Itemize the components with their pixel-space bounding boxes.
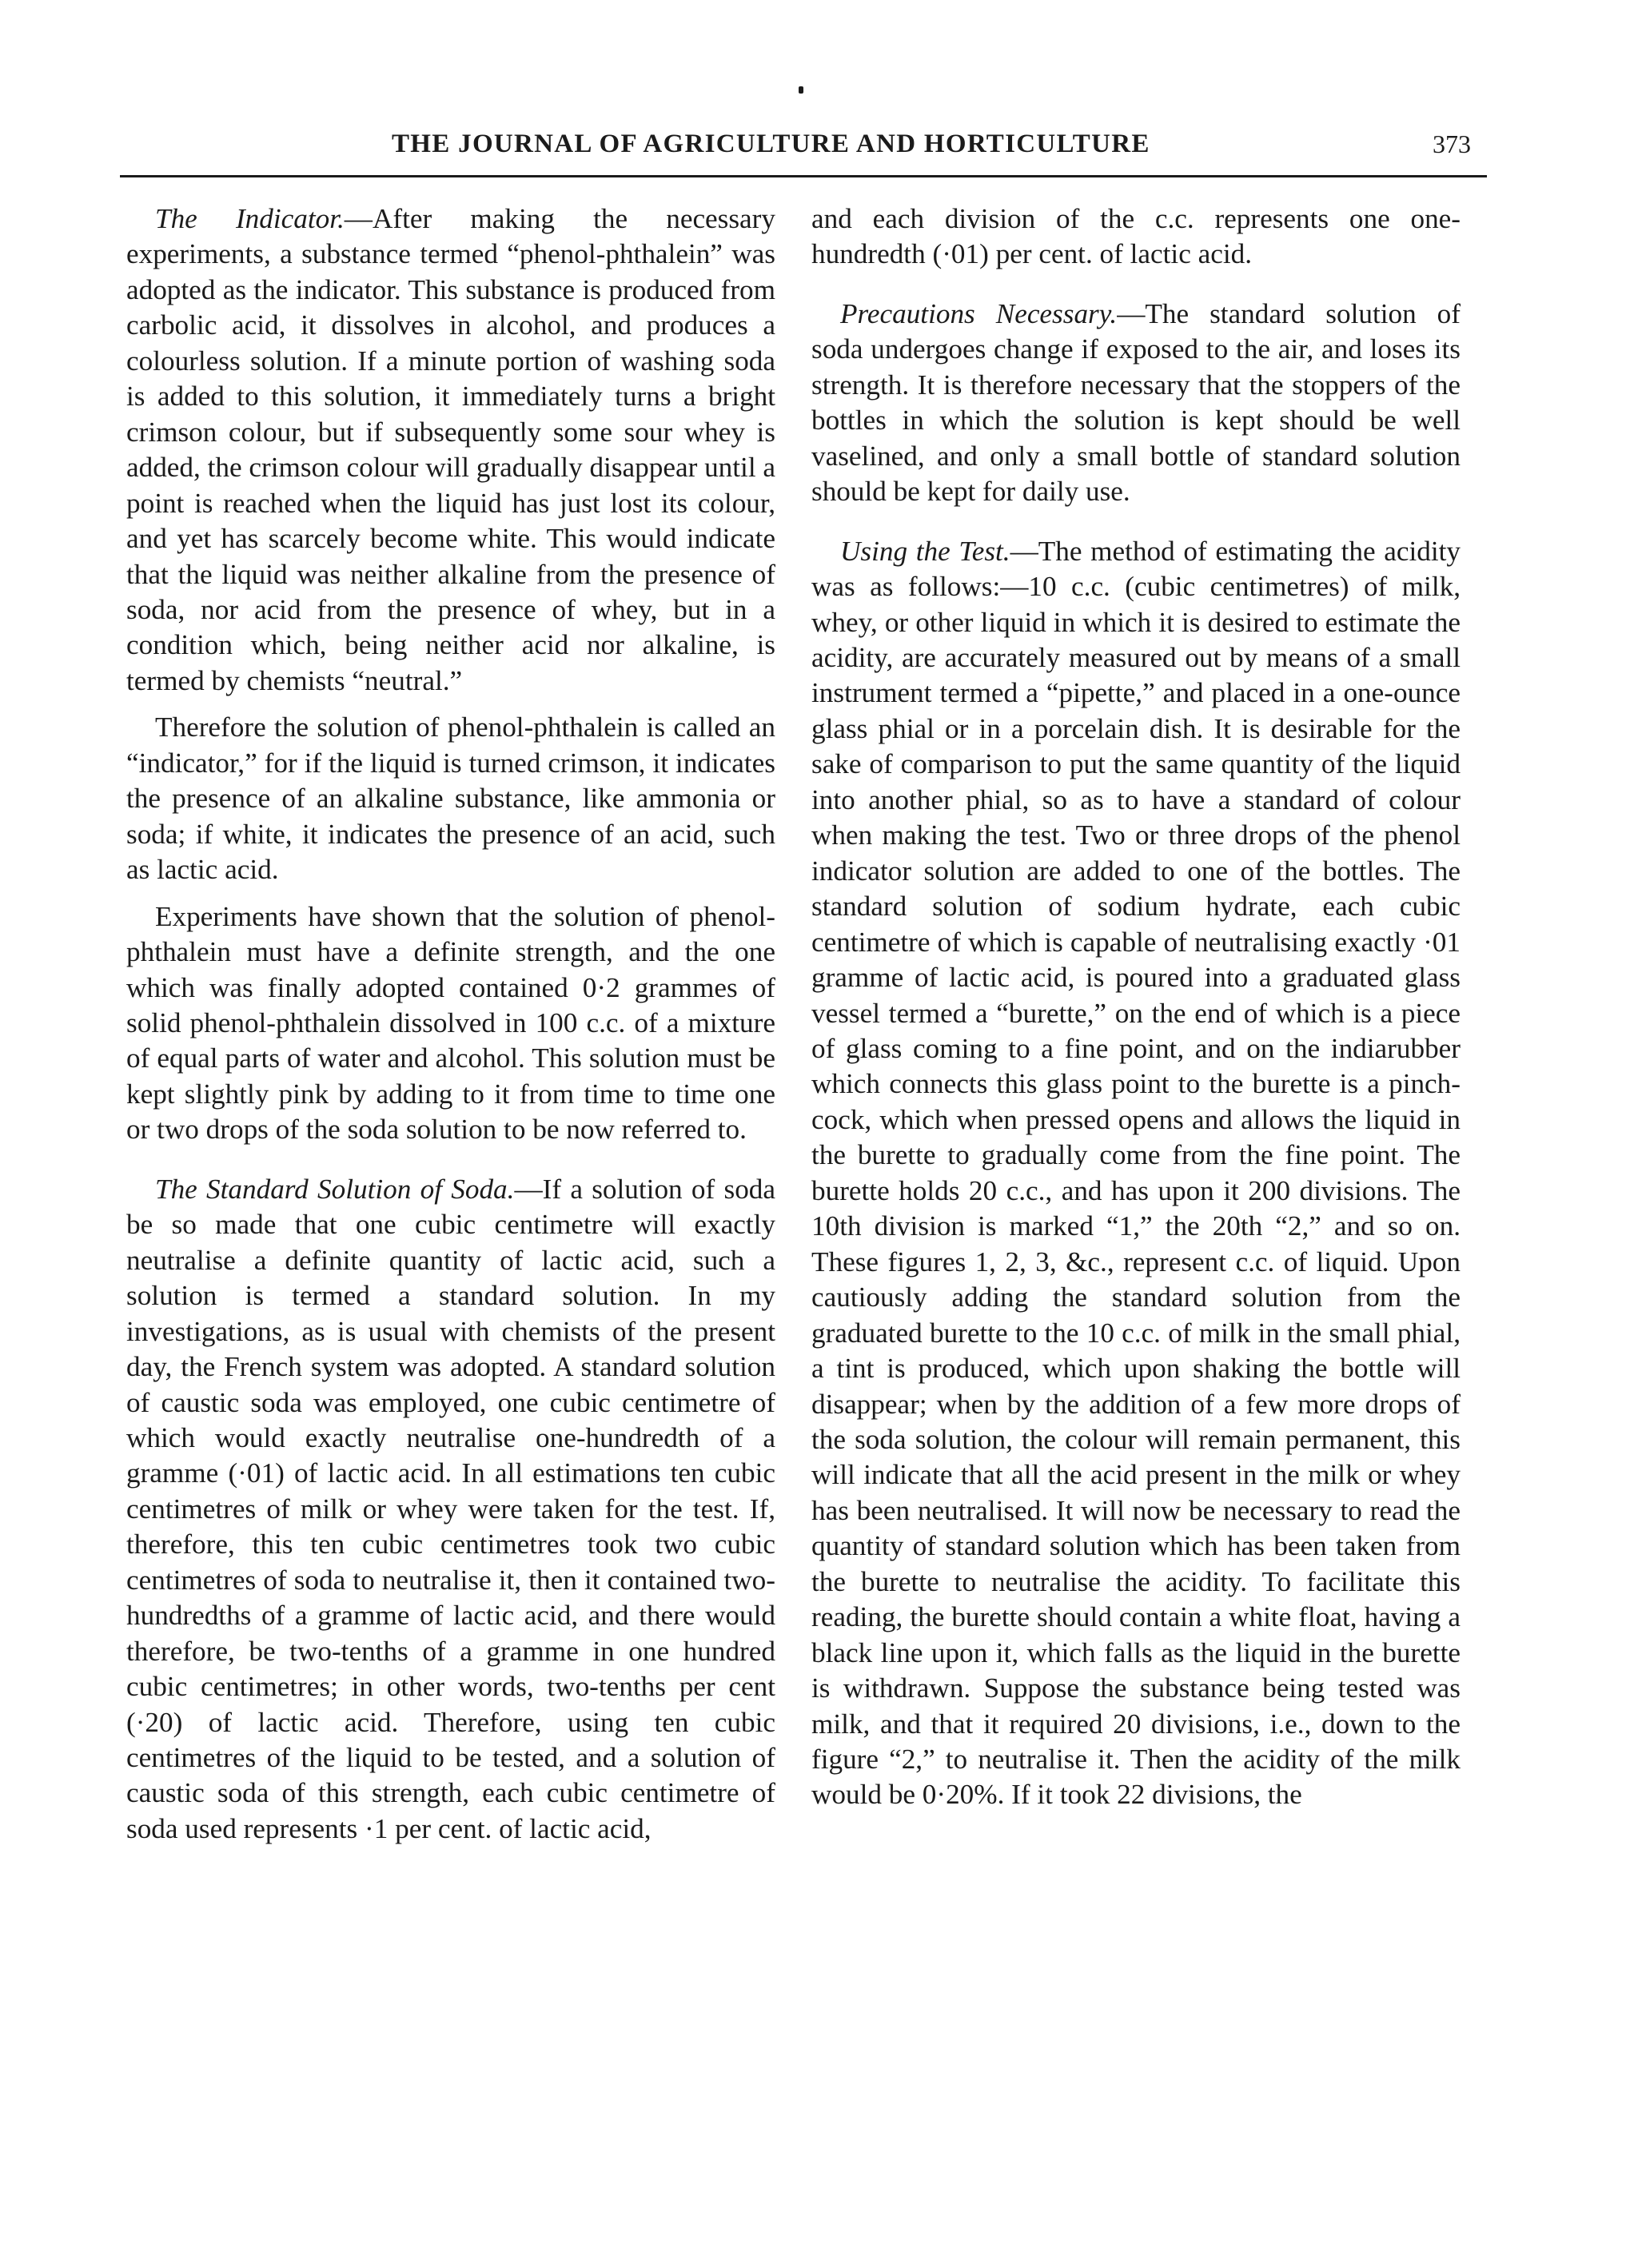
section-heading-precautions: Precautions Necessary.: [840, 297, 1118, 329]
paragraph-text: —The method of estimating the acidity was as follows:—10 c.c. (cubic centimetres) of milk, whey, or other liquid in which it is desired to estimate the acidity, are accurately measured out by means of a small instrument termed a “pipette,” and placed in a one-ounce glass phial or in a porcelain dish. It is desirable for the sake of comparison to put the same quantity of the liquid into another phial, so as to have a standard of colour when making the test. Two or three drops of the phenol indicator solution are added to one of the bottles. The standard solution of sodium hydrate, each cubic centimetre of which is capable of neutralising exactly ·01 gramme of lactic acid, is poured into a graduated glass vessel termed a “burette,” on the end of which is a piece of glass coming to a fine point, and on the indiarubber which connects this glass point to the burette is a pinch-cock, which when pressed opens and allows the liquid in the burette to gradually come from the fine point. The burette holds 20 c.c., and has upon it 200 divisions. The 10th division is marked “1,” the 20th “2,” and so on. These figures 1, 2, 3, &c., represent c.c. of liquid. Upon cautiously adding the standard solution from the graduated burette to the 10 c.c. of milk in the small phial, a tint is produced, which upon shaking the bottle will disappear; when by the addition of a few more drops of the soda solution, the colour will remain permanent, this will indicate that all the acid present in the milk or whey has been neutralised. It will now be necessary to read the quantity of standard solution which has been taken from the burette to neutralise the acidity. To facilitate this reading, the burette should contain a white float, having a black line upon it, which falls as the liquid in the burette is withdrawn. Suppose the substance being tested was milk, and that it required 20 divisions, i.e., down to the figure “2,” to neutralise it. Then the acidity of the milk would be 0·20%. If it took 22 divisions, the: [811, 535, 1461, 1811]
paragraph-text: and each division of the c.c. represents one one-hundredth (·01) per cent. of lactic acid.: [811, 203, 1461, 270]
page-header: [120, 122, 1487, 171]
running-title: THE JOURNAL OF AGRICULTURE AND HORTICULTURE: [392, 130, 1150, 158]
section-heading-standard-solution: The Standard Solution of Soda.: [155, 1173, 515, 1205]
paragraph-therefore: [126, 710, 775, 887]
paragraph-using-test: [811, 534, 1461, 1813]
header-rule: [120, 175, 1487, 177]
left-column: [126, 201, 775, 2232]
printing-mark: [799, 86, 803, 94]
right-column: [811, 201, 1461, 2232]
page-number: 373: [1433, 130, 1471, 158]
paragraph-experiments: [126, 899, 775, 1148]
paragraph-text: Experiments have shown that the solution of phenol-phthalein must have a definite strength, and the one which was finally adopted contained 0·2 grammes of solid phenol-phthalein dissolved in 100 c.c. of a mixture of equal parts of water and alcohol. This solution must be kept slightly pink by adding to it from time to time one or two drops of the soda solution to be now referred to.: [126, 900, 775, 1146]
paragraph-standard-solution: [126, 1172, 775, 1847]
paragraph-precautions: [811, 297, 1461, 510]
paragraph-text: —After making the necessary experiments, a substance termed “phenol-phthalein” was adopted as the indicator. This substance is produced from carbolic acid, it dissolves in alcohol, and produces a colourless solution. If a minute portion of washing soda is added to this solution, it immediately turns a bright crimson colour, but if subsequently some sour whey is added, the crimson colour will gradually disappear until a point is reached when the liquid has just lost its colour, and yet has scarcely become white. This would indicate that the liquid was neither alkaline from the presence of soda, nor acid from the presence of whey, but in a condition which, being neither acid nor alkaline, is termed by chemists “neutral.”: [126, 203, 775, 696]
paragraph-text: —The standard solution of soda undergoes change if exposed to the air, and loses its strength. It is therefore necessary that the stoppers of the bottles in which the solution is kept should be well vaselined, and only a small bottle of standard solution should be kept for daily use.: [811, 297, 1461, 508]
paragraph-text: —If a solution of soda be so made that one cubic centimetre will exactly neutralise a definite quantity of lactic acid, such a solution is termed a standard solution. In my investigations, as is usual with chemists of the present day, the French system was adopted. A standard solution of caustic soda was employed, one cubic centimetre of which would exactly neutralise one-hundredth of a gramme (·01) of lactic acid. In all estimations ten cubic centimetres of milk or whey were taken for the test. If, therefore, this ten cubic centimetres took two cubic centimetres of soda to neutralise it, then it contained two-hundredths of a gramme of lactic acid, and there would therefore, be two-tenths of a gramme in one hundred cubic centimetres; in other words, two-tenths per cent (·20) of lactic acid. Therefore, using ten cubic centimetres of the liquid to be tested, and a solution of caustic soda of this strength, each cubic centimetre of soda used represents ·1 per cent. of lactic acid,: [126, 1173, 775, 1844]
paragraph-text: Therefore the solution of phenol-phthalein is called an “indicator,” for if the liquid is turned crimson, it indicates the presence of an alkaline substance, like ammonia or soda; if white, it indicates the presence of an acid, such as lactic acid.: [126, 711, 775, 886]
section-heading-indicator: The Indicator.: [155, 203, 345, 234]
paragraph-indicator: [126, 201, 775, 699]
paragraph-continuation: [811, 201, 1461, 273]
section-heading-using-test: Using the Test.: [840, 535, 1010, 567]
